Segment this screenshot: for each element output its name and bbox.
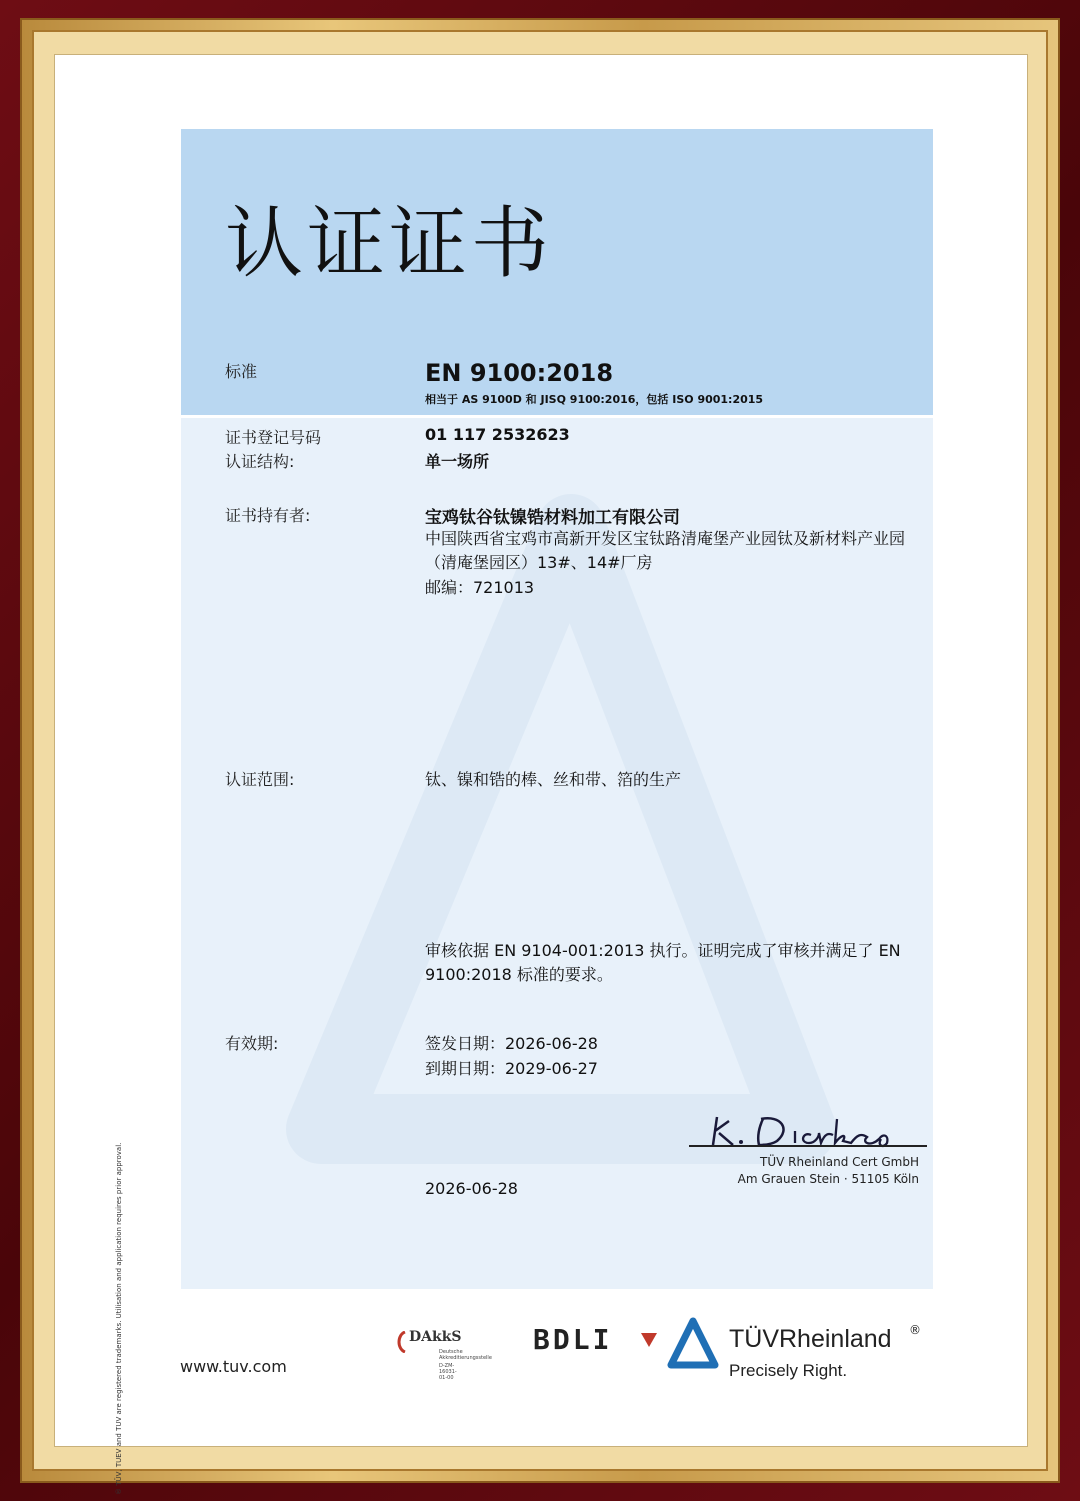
bdli-triangle-icon [641,1333,657,1347]
certification-structure-label: 认证结构: [225,452,295,471]
tuv-registered-mark: ® [909,1323,921,1337]
expiry-date: 到期日期：2029-06-27 [425,1059,598,1078]
sign-date: 2026-06-28 [425,1179,518,1198]
audit-statement: 审核依据 EN 9104-001:2013 执行。证明完成了审核并满足了 EN 9100:2018 标准的要求。 [425,941,901,984]
dakks-code: D-ZM-16031-01-00 [439,1363,457,1381]
holder-name: 宝鸡钛谷钛镍锆材料加工有限公司 [425,508,680,528]
certificate-body [181,129,933,1289]
tuv-brand: TÜVRheinland [729,1325,892,1353]
certificate-title: 认证证书 [225,199,554,289]
legal-note: ® TÜV, TUEV and TUV are registered trademarks. Utilisation and application requires prior approval. [115,1142,123,1495]
tuv-slogan: Precisely Right. [729,1361,848,1380]
standard-label: 标准 [225,362,258,381]
certification-structure-value: 单一场所 [425,452,490,471]
issue-date: 签发日期：2026-06-28 [425,1034,598,1053]
website-url: www.tuv.com [180,1357,287,1376]
certificate-paper [54,54,1028,1495]
scope-label: 认证范围: [225,770,295,789]
dakks-sub1: Deutsche [439,1349,463,1355]
standard-note: 相当于 AS 9100D 和 JISQ 9100:2016，包括 ISO 9001:2015 [425,393,764,406]
issuer-name: TÜV Rheinland Cert GmbH [760,1155,919,1169]
scope-value: 钛、镍和锆的棒、丝和带、箔的生产 [425,770,682,789]
bdli-text: BDLI [533,1323,613,1356]
holder-label: 证书持有者: [225,506,311,525]
registration-number-label: 证书登记号码 [225,428,322,447]
standard-value: EN 9100:2018 [425,359,614,387]
tuv-triangle-icon [667,1317,719,1369]
issuer-address: Am Grauen Stein · 51105 Köln [737,1172,919,1186]
registration-number-value: 01 117 2532623 [425,425,570,444]
signature-line [689,1145,927,1147]
holder-address: 中国陕西省宝鸡市高新开发区宝钛路清庵堡产业园钛及新材料产业园（清庵堡园区）13#、14#厂房 [425,529,906,572]
validity-label: 有效期: [225,1034,279,1053]
dakks-mark-icon [395,1331,409,1353]
dakks-name: DAkkS [409,1329,462,1345]
holder-postcode: 邮编：721013 [425,578,535,597]
dakks-sub2: Akkreditierungsstelle [439,1355,492,1361]
